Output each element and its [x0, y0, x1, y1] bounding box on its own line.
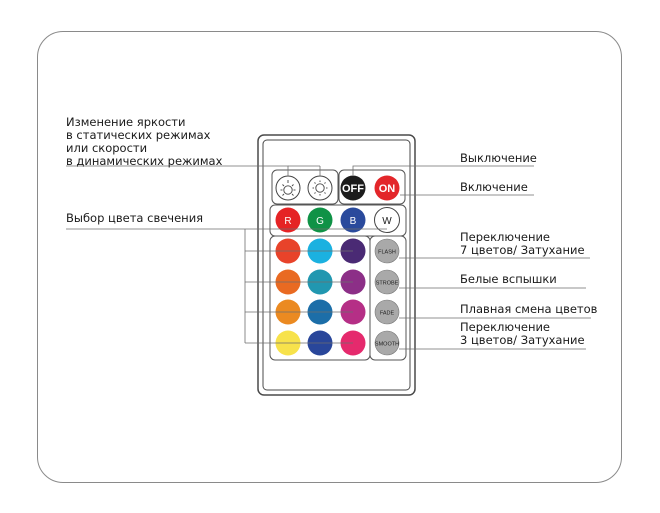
fade-button-label: FADE [379, 310, 395, 317]
fade-label: Плавная смена цветов [460, 302, 598, 316]
on-button-label: ON [378, 183, 396, 195]
on-label: Включение [460, 180, 528, 194]
flash-label: Переключение 7 цветов/ Затухание [460, 230, 585, 257]
flash-button-label: FLASH [378, 249, 396, 256]
on-button[interactable] [375, 176, 400, 201]
strobe-button-label: STROBE [375, 280, 399, 287]
white-button-label: W [382, 216, 392, 227]
color-select-label: Выбор цвета свечения [66, 211, 204, 225]
flash-button[interactable] [375, 239, 399, 263]
off-button[interactable] [341, 176, 366, 201]
smooth-button-label: SMOOTH [374, 341, 400, 348]
strobe-button[interactable] [375, 270, 399, 294]
red-button-label: R [284, 216, 292, 227]
green-button-label: G [316, 216, 324, 227]
off-label: Выключение [460, 151, 537, 165]
blue-button-label: B [349, 216, 357, 227]
fade-button[interactable] [375, 300, 399, 324]
brightness-down-button[interactable] [308, 176, 332, 200]
brightness-up-button[interactable] [276, 176, 300, 200]
strobe-label: Белые вспышки [460, 272, 557, 286]
brightness-label: Изменение яркости в статических режимах или скорости в динамических режимах [66, 115, 223, 168]
smooth-label: Переключение 3 цветов/ Затухание [460, 320, 585, 347]
remote-body [258, 135, 415, 395]
smooth-button[interactable] [375, 331, 399, 355]
off-button-label: OFF [342, 183, 364, 195]
